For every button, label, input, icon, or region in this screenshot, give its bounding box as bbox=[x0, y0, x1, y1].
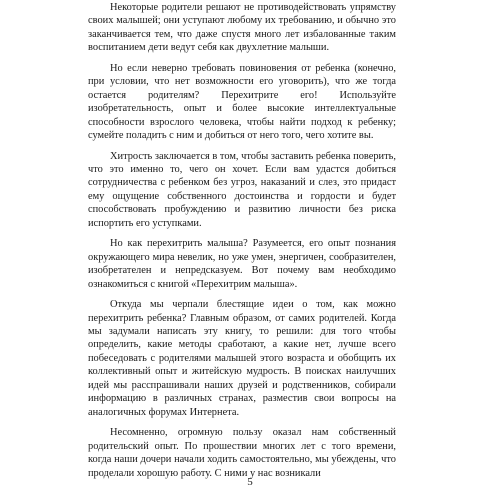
paragraph-4: Но как перехитрить малыша? Разумеется, его опыт познания окружающего мира невелик, но уже умен, энергичен, сообразителен, изобретателен и непредсказуем. Вот почему вам необходимо ознакомиться с книгой «Перехитрим малыша». bbox=[88, 238, 396, 290]
paragraph-3: Хитрость заключается в том, чтобы заставить ребенка поверить, что это именно то, чего он хочет. Если вам удастся добиться сотрудничества с ребенком без угроз, наказаний и слез, это придаст ему ощущение собственного достоинства и гордости и будет способствовать пробуждению и развитию личности без риска испортить его уступками. bbox=[88, 150, 396, 229]
paragraph-1: Некоторые родители решают не противодействовать упрямству своих малышей; они уступают любому их требованию, и обычно это заканчивается тем, что даже спустя много лет избалованные таким воспитанием дети ведут себя как двухлетние малыши. bbox=[88, 2, 396, 54]
paragraph-5: Откуда мы черпали блестящие идеи о том, как можно перехитрить ребенка? Главным образом, от самих родителей. Когда мы задумали написать эту книгу, то решили: для того чтобы определить, какие методы сработают, а какие нет, лучше всего побеседовать с родителями малышей этого возраста и обобщить их коллективный опыт и житейскую мудрость. В поисках наилучших идей мы расспрашивали наших друзей и родственников, собирали информацию в различных странах, разместив свои вопросы на аналогичных форумах Интернета. bbox=[88, 299, 396, 418]
body-text bbox=[88, 0, 396, 487]
paragraph-2: Но если неверно требовать повиновения от ребенка (конечно, при условии, что нет возможности его уговорить), что же тогда остается родителям? Перехитрите его! Используйте изобретательность, опыт и более высокие интеллектуальные способности взрослого человека, чтобы найти подход к ребенку; сумейте поладить с ним и добиться от него того, чего хотите вы. bbox=[88, 62, 396, 142]
paragraph-6: Несомненно, огромную пользу оказал нам собственный родительский опыт. По прошествии многих лет с того времени, когда наши дочери начали ходить самостоятельно, мы убеждены, что проделали хорошую работу. С ними у нас возникали bbox=[88, 427, 396, 479]
page-number: 5 bbox=[247, 476, 253, 488]
